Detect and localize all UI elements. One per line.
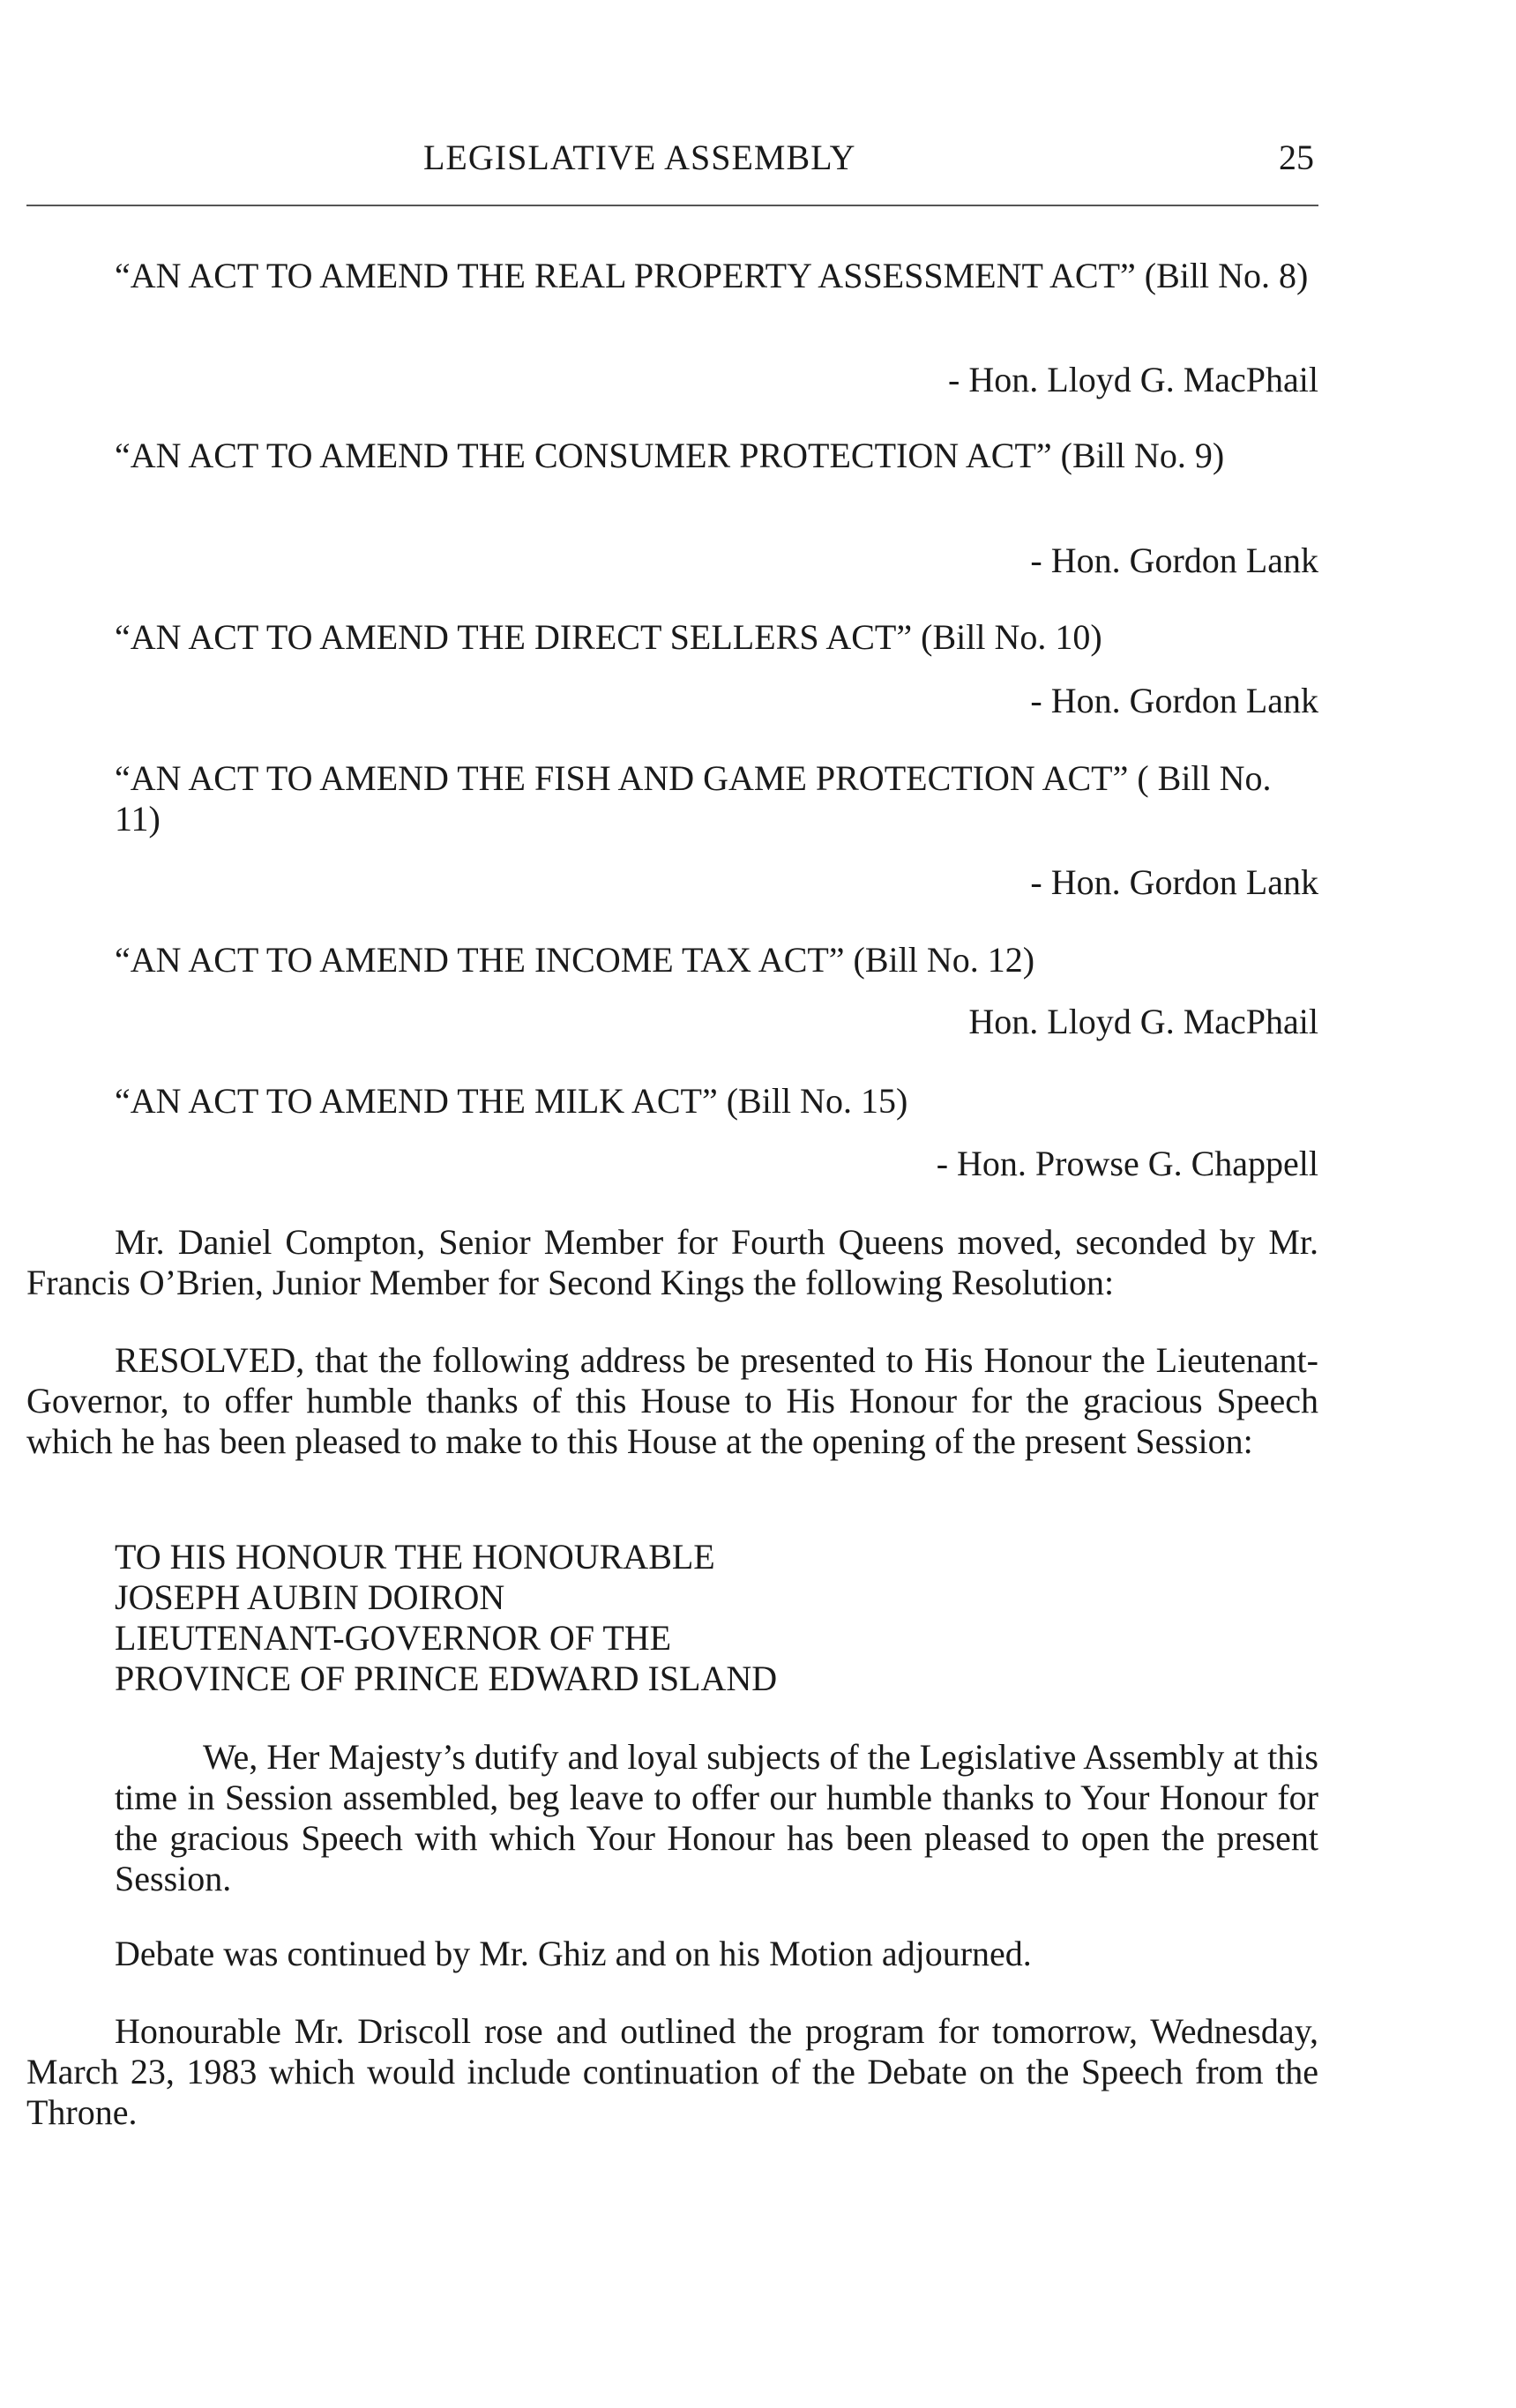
address-line: LIEUTENANT-GOVERNOR OF THE	[115, 1618, 672, 1658]
bill-sponsor: - Hon. Gordon Lank	[1030, 862, 1318, 902]
bill-sponsor: - Hon. Gordon Lank	[1030, 681, 1318, 720]
bill-sponsor: - Hon. Lloyd G. MacPhail	[948, 360, 1318, 399]
bill-sponsor: - Hon. Prowse G. Chappell	[936, 1144, 1318, 1183]
bill-sponsor: - Hon. Gordon Lank	[1030, 540, 1318, 580]
address-line: JOSEPH AUBIN DOIRON	[115, 1577, 505, 1617]
address-line: PROVINCE OF PRINCE EDWARD ISLAND	[115, 1659, 778, 1698]
bill-title: “AN ACT TO AMEND THE REAL PROPERTY ASSESSMENT ACT” (Bill No. 8)	[115, 256, 1309, 295]
resolution-paragraph: RESOLVED, that the following address be presented to His Honour the Lieutenant-Governor, to offer humble thanks of this House to His Honour for the gracious Speech which he has been pleased to make to this House at the opening of the present Session:	[26, 1340, 1318, 1461]
header-rule	[26, 205, 1318, 206]
bill-title: “AN ACT TO AMEND THE CONSUMER PROTECTION ACT” (Bill No. 9)	[115, 436, 1225, 475]
program-paragraph: Honourable Mr. Driscoll rose and outlined the program for tomorrow, Wednesday, March 23, 1983 which would include continuation of the Debate on the Speech from the Throne.	[26, 2011, 1318, 2132]
address-body: We, Her Majesty’s dutify and loyal subjects of the Legislative Assembly at this time in Session assembled, beg leave to offer our humble thanks to Your Honour for the gracious Speech with which Your Honour has been pleased to open the present Session.	[115, 1737, 1318, 1898]
bill-sponsor: Hon. Lloyd G. MacPhail	[968, 1002, 1318, 1041]
page-header-title: LEGISLATIVE ASSEMBLY	[423, 138, 856, 177]
address-line: TO HIS HONOUR THE HONOURABLE	[115, 1537, 715, 1577]
debate-paragraph: Debate was continued by Mr. Ghiz and on his Motion adjourned.	[115, 1934, 1032, 1973]
bill-title: “AN ACT TO AMEND THE INCOME TAX ACT” (Bill No. 12)	[115, 940, 1035, 980]
bill-title: “AN ACT TO AMEND THE FISH AND GAME PROTECTION ACT” ( Bill No. 11)	[115, 758, 1272, 839]
page-number: 25	[1279, 138, 1314, 177]
bill-title: “AN ACT TO AMEND THE MILK ACT” (Bill No. 15)	[115, 1081, 908, 1121]
bill-title: “AN ACT TO AMEND THE DIRECT SELLERS ACT” (Bill No. 10)	[115, 617, 1102, 657]
motion-paragraph: Mr. Daniel Compton, Senior Member for Fourth Queens moved, seconded by Mr. Francis O’Brien, Junior Member for Second Kings the following Resolution:	[26, 1222, 1318, 1302]
